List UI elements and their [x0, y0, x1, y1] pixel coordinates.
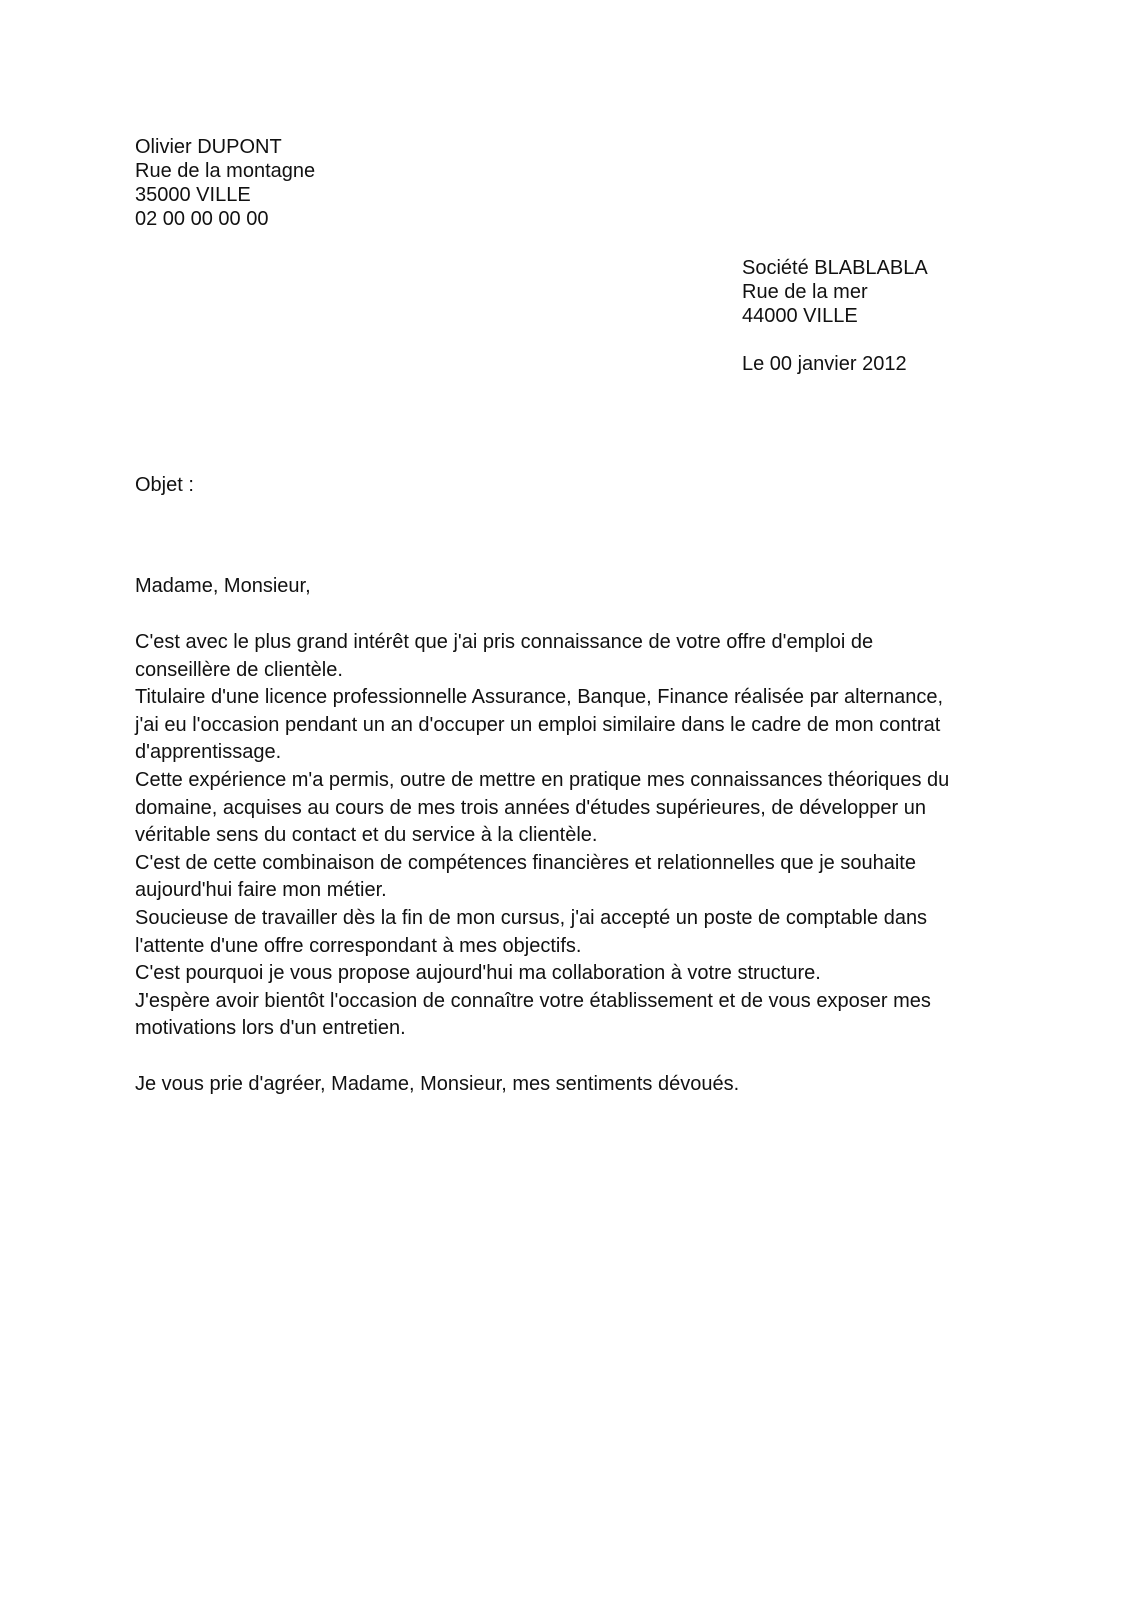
sender-address	[135, 135, 315, 231]
recipient-street: Rue de la mer	[742, 281, 868, 303]
body-line: conseillère de clientèle.	[135, 658, 343, 681]
recipient-city: 44000 VILLE	[742, 305, 858, 327]
body-line: d'apprentissage.	[135, 741, 282, 764]
letter-body	[135, 629, 949, 1043]
body-line: Soucieuse de travailler dès la fin de mon cursus, j'ai accepté un poste de comptable dans	[135, 906, 928, 929]
body-line: l'attente d'une offre correspondant à mes objectifs.	[135, 934, 582, 957]
body-line: J'espère avoir bientôt l'occasion de connaître votre établissement et de vous exposer mes	[135, 989, 931, 1012]
recipient-company: Société BLABLABLA	[742, 257, 928, 279]
letter-salutation: Madame, Monsieur,	[135, 575, 311, 597]
body-line: C'est de cette combinaison de compétences financières et relationnelles que je souhaite	[135, 851, 916, 874]
body-line: C'est avec le plus grand intérêt que j'ai pris connaissance de votre offre d'emploi de	[135, 631, 874, 653]
body-line: motivations lors d'un entretien.	[135, 1017, 406, 1040]
body-line: Cette expérience m'a permis, outre de mettre en pratique mes connaissances théoriques du	[135, 768, 950, 791]
body-line: Titulaire d'une licence professionnelle Assurance, Banque, Finance réalisée par alternance,	[135, 686, 944, 709]
sender-street: Rue de la montagne	[135, 160, 316, 182]
sender-phone: 02 00 00 00 00	[135, 208, 269, 230]
body-line: domaine, acquises au cours de mes trois années d'études supérieures, de développer un	[135, 796, 926, 819]
sender-city: 35000 VILLE	[135, 184, 251, 206]
recipient-address	[742, 256, 928, 328]
body-line: j'ai eu l'occasion pendant un an d'occuper un emploi similaire dans le cadre de mon contrat	[135, 713, 941, 736]
letter-closing: Je vous prie d'agréer, Madame, Monsieur, mes sentiments dévoués.	[135, 1073, 740, 1095]
letter-subject: Objet :	[135, 474, 194, 496]
sender-name: Olivier DUPONT	[135, 136, 282, 158]
body-line: C'est pourquoi je vous propose aujourd'hui ma collaboration à votre structure.	[135, 962, 821, 985]
body-line: aujourd'hui faire mon métier.	[135, 879, 387, 902]
letter-date: Le 00 janvier 2012	[742, 353, 907, 375]
body-line: véritable sens du contact et du service à la clientèle.	[135, 824, 598, 847]
